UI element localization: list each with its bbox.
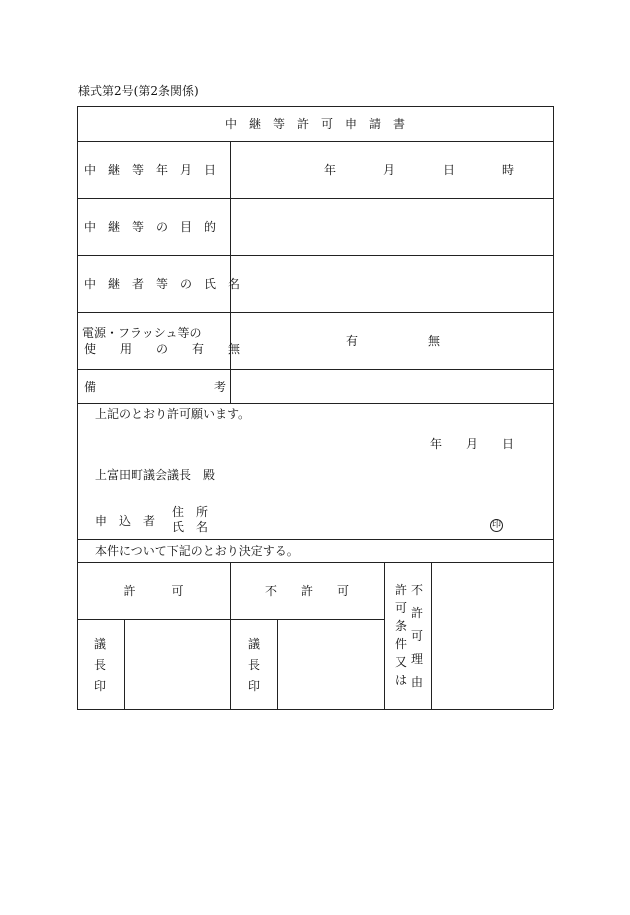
remarks-field[interactable] bbox=[231, 370, 552, 402]
datetime-day: 日 bbox=[443, 163, 456, 177]
form-title: 中 継 等 許 可 申 請 書 bbox=[224, 117, 405, 131]
datetime-month: 月 bbox=[383, 163, 396, 177]
relayer-name-label: 中 継 者 等 の 氏 名 bbox=[84, 277, 241, 291]
chair-seal-field-1[interactable] bbox=[125, 620, 229, 708]
remarks-label-right: 考 bbox=[214, 380, 227, 394]
approve-cell[interactable]: 許 可 bbox=[123, 584, 184, 598]
relayer-name-field[interactable] bbox=[231, 256, 552, 311]
request-date-day: 日 bbox=[502, 437, 515, 451]
power-no-option[interactable]: 無 bbox=[428, 334, 441, 348]
request-text: 上記のとおり許可願います。 bbox=[95, 407, 251, 421]
datetime-hour: 時 bbox=[502, 163, 515, 177]
datetime-year: 年 bbox=[324, 163, 337, 177]
applicant-name-label: 氏 名 bbox=[172, 520, 209, 534]
power-label-line2: 使 用 の 有 無 bbox=[84, 342, 241, 356]
purpose-label: 中 継 等 の 目 的 bbox=[84, 220, 217, 234]
address-label: 住 所 bbox=[172, 505, 209, 519]
chair-seal-field-2[interactable] bbox=[278, 620, 383, 708]
conditions-field[interactable] bbox=[432, 563, 552, 708]
seal-icon: 印 bbox=[491, 520, 501, 530]
power-yes-option[interactable]: 有 bbox=[346, 334, 359, 348]
purpose-field[interactable] bbox=[231, 199, 552, 254]
decision-text: 本件について下記のとおり決定する。 bbox=[95, 544, 299, 558]
addressee: 上富田町議会議長 殿 bbox=[95, 468, 216, 482]
reject-cell[interactable]: 不 許 可 bbox=[264, 584, 349, 598]
request-date-month: 月 bbox=[466, 437, 479, 451]
applicant-label: 申 込 者 bbox=[95, 514, 156, 528]
request-date-year: 年 bbox=[430, 437, 443, 451]
form-number: 様式第2号(第2条関係) bbox=[78, 84, 199, 98]
remarks-label-left: 備 bbox=[84, 380, 97, 394]
datetime-label: 中 継 等 年 月 日 bbox=[84, 163, 217, 177]
datetime-field[interactable] bbox=[231, 142, 552, 197]
power-label-line1: 電源・フラッシュ等の bbox=[82, 326, 202, 340]
